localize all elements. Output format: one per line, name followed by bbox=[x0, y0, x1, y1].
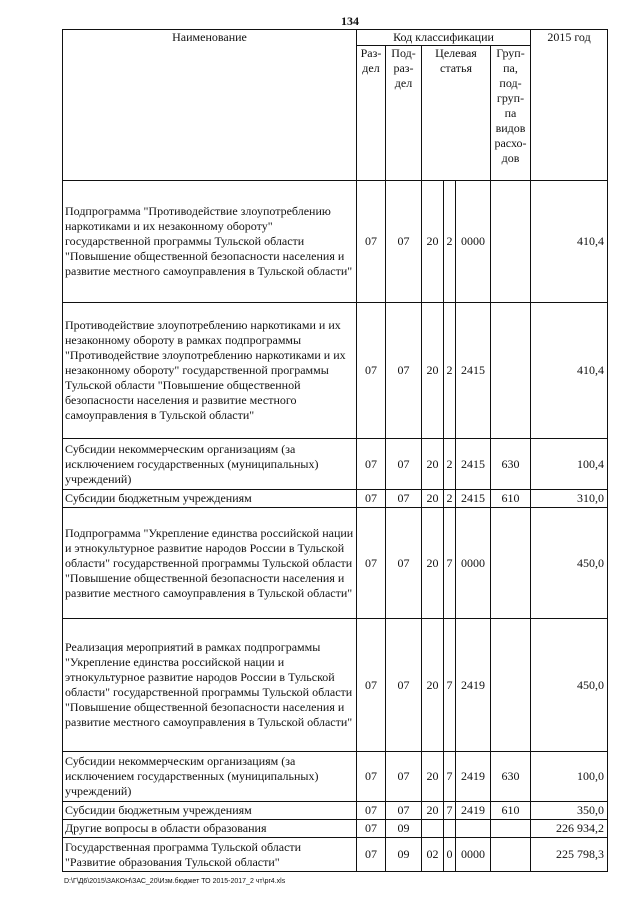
row-subsection: 07 bbox=[386, 619, 422, 752]
row-amount: 100,0 bbox=[531, 752, 608, 802]
table-row bbox=[63, 439, 608, 490]
row-amount: 410,4 bbox=[531, 181, 608, 303]
file-path-footer: D:\Г\Д6\2015\ЗАКОН\ЗАС_20\Изм.бюджет ТО 2015-2017_2 чт\pr4.xls bbox=[64, 878, 286, 885]
row-expense-type bbox=[491, 181, 531, 303]
row-name: Субсидии некоммерческим организациям (за исключением государственных (муниципальных) учреждений) bbox=[63, 752, 357, 802]
row-target-subprogram: 2 bbox=[444, 181, 456, 303]
header-target: Целевая статья bbox=[422, 46, 491, 181]
row-target-subprogram: 7 bbox=[444, 802, 456, 820]
row-target-code bbox=[456, 820, 491, 838]
row-name: Государственная программа Тульской области "Развитие образования Тульской области" bbox=[63, 838, 357, 872]
row-expense-type: 630 bbox=[491, 752, 531, 802]
row-section: 07 bbox=[357, 439, 386, 490]
row-name: Субсидии некоммерческим организациям (за исключением государственных (муниципальных) учреждений) bbox=[63, 439, 357, 490]
row-target-subprogram bbox=[444, 820, 456, 838]
header-subsection: Под- раз- дел bbox=[386, 46, 422, 181]
row-target-subprogram: 7 bbox=[444, 508, 456, 619]
row-expense-type bbox=[491, 508, 531, 619]
row-target-code: 2415 bbox=[456, 439, 491, 490]
row-name: Противодействие злоупотреблению наркотиками и их незаконному обороту в рамках подпрограммы "Противодействие злоупотреблению наркотиками и их незаконному обороту" государственной программы Тульской области "Повышение общественной безопасности населения и развитие местного самоуправления в Тульской области" bbox=[63, 303, 357, 439]
row-subsection: 07 bbox=[386, 508, 422, 619]
row-target-subprogram: 7 bbox=[444, 619, 456, 752]
row-subsection: 07 bbox=[386, 303, 422, 439]
row-target-program: 20 bbox=[422, 490, 444, 508]
row-subsection: 07 bbox=[386, 802, 422, 820]
row-expense-type bbox=[491, 303, 531, 439]
row-section: 07 bbox=[357, 619, 386, 752]
row-target-code: 2419 bbox=[456, 752, 491, 802]
header-year: 2015 год bbox=[531, 30, 608, 181]
row-amount: 310,0 bbox=[531, 490, 608, 508]
table-row bbox=[63, 820, 608, 838]
row-target-program: 20 bbox=[422, 619, 444, 752]
row-expense-type bbox=[491, 820, 531, 838]
row-target-code: 0000 bbox=[456, 838, 491, 872]
table-row bbox=[63, 838, 608, 872]
row-name: Реализация мероприятий в рамках подпрограммы "Укрепление единства российской нации и этнокультурное развитие народов России в Тульской области" государственной программы Тульской области "Повышение общественной безопасности населения и развитие местного самоуправления в Тульской области" bbox=[63, 619, 357, 752]
row-target-code: 2415 bbox=[456, 303, 491, 439]
row-target-code: 2419 bbox=[456, 802, 491, 820]
row-amount: 350,0 bbox=[531, 802, 608, 820]
row-section: 07 bbox=[357, 181, 386, 303]
table-row bbox=[63, 490, 608, 508]
row-amount: 450,0 bbox=[531, 619, 608, 752]
row-target-program bbox=[422, 820, 444, 838]
row-subsection: 07 bbox=[386, 490, 422, 508]
row-name: Субсидии бюджетным учреждениям bbox=[63, 802, 357, 820]
table-row bbox=[63, 303, 608, 439]
row-amount: 100,4 bbox=[531, 439, 608, 490]
row-target-subprogram: 2 bbox=[444, 490, 456, 508]
header-section: Раз- дел bbox=[357, 46, 386, 181]
row-amount: 410,4 bbox=[531, 303, 608, 439]
row-expense-type: 610 bbox=[491, 490, 531, 508]
row-target-code: 0000 bbox=[456, 181, 491, 303]
row-target-program: 20 bbox=[422, 303, 444, 439]
row-expense-type: 630 bbox=[491, 439, 531, 490]
row-subsection: 07 bbox=[386, 181, 422, 303]
row-expense-type: 610 bbox=[491, 802, 531, 820]
row-target-subprogram: 2 bbox=[444, 439, 456, 490]
row-target-program: 20 bbox=[422, 439, 444, 490]
row-target-program: 20 bbox=[422, 802, 444, 820]
row-target-program: 20 bbox=[422, 752, 444, 802]
row-section: 07 bbox=[357, 752, 386, 802]
row-target-subprogram: 0 bbox=[444, 838, 456, 872]
row-target-subprogram: 7 bbox=[444, 752, 456, 802]
row-subsection: 07 bbox=[386, 752, 422, 802]
row-section: 07 bbox=[357, 838, 386, 872]
row-section: 07 bbox=[357, 508, 386, 619]
row-amount: 225 798,3 bbox=[531, 838, 608, 872]
budget-table bbox=[62, 29, 608, 872]
row-section: 07 bbox=[357, 490, 386, 508]
row-target-code: 0000 bbox=[456, 508, 491, 619]
row-target-subprogram: 2 bbox=[444, 303, 456, 439]
row-expense-type bbox=[491, 619, 531, 752]
row-section: 07 bbox=[357, 802, 386, 820]
table-row bbox=[63, 508, 608, 619]
row-subsection: 09 bbox=[386, 838, 422, 872]
table-row bbox=[63, 619, 608, 752]
row-name: Другие вопросы в области образования bbox=[63, 820, 357, 838]
row-subsection: 09 bbox=[386, 820, 422, 838]
row-amount: 450,0 bbox=[531, 508, 608, 619]
row-name: Подпрограмма "Укрепление единства российской нации и этнокультурное развитие народов России в Тульской области" государственной программы Тульской области "Повышение общественной безопасности населения и развитие местного самоуправления в Тульской области" bbox=[63, 508, 357, 619]
row-amount: 226 934,2 bbox=[531, 820, 608, 838]
table-header bbox=[63, 30, 608, 181]
row-subsection: 07 bbox=[386, 439, 422, 490]
table-row bbox=[63, 752, 608, 802]
row-section: 07 bbox=[357, 303, 386, 439]
row-expense-type bbox=[491, 838, 531, 872]
row-target-program: 20 bbox=[422, 181, 444, 303]
row-name: Субсидии бюджетным учреждениям bbox=[63, 490, 357, 508]
header-name: Наименование bbox=[63, 30, 357, 181]
header-classification: Код классификации bbox=[357, 30, 531, 46]
row-name: Подпрограмма "Противодействие злоупотреблению наркотиками и их незаконному обороту" государственной программы Тульской области "Повышение общественной безопасности населения и развитие местного самоуправления в Тульской области" bbox=[63, 181, 357, 303]
page-number: 134 bbox=[341, 14, 359, 28]
row-target-program: 02 bbox=[422, 838, 444, 872]
table-row bbox=[63, 181, 608, 303]
row-target-code: 2419 bbox=[456, 619, 491, 752]
table-body bbox=[63, 181, 608, 872]
table-row bbox=[63, 802, 608, 820]
header-group: Груп- па, под- груп- па видов расхо- дов bbox=[491, 46, 531, 181]
row-target-program: 20 bbox=[422, 508, 444, 619]
row-target-code: 2415 bbox=[456, 490, 491, 508]
row-section: 07 bbox=[357, 820, 386, 838]
